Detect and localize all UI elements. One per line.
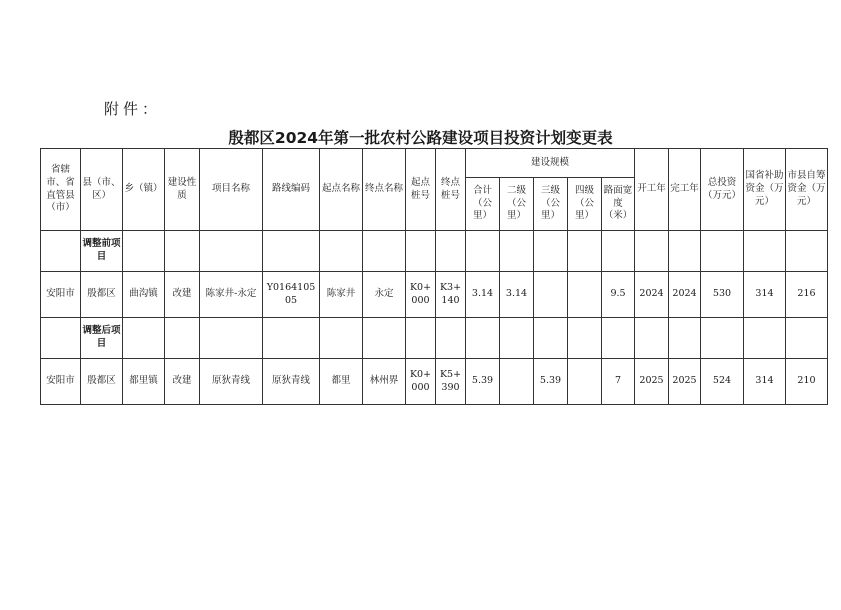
cell-total: 5.39 <box>466 359 500 405</box>
cell-width: 7 <box>602 359 635 405</box>
cell-local-fund: 210 <box>786 359 828 405</box>
cell-end-year: 2024 <box>669 272 701 318</box>
header-project: 项目名称 <box>200 149 263 231</box>
before-label-row <box>41 231 828 272</box>
header-row-top <box>41 149 828 178</box>
page-title: 殷都区2024年第一批农村公路建设项目投资计划变更表 <box>228 129 613 147</box>
cell-national-fund: 314 <box>744 359 786 405</box>
header-grade3: 三级（公里） <box>534 178 568 231</box>
header-end-year: 完工年 <box>669 149 701 231</box>
cell-nature: 改建 <box>165 272 200 318</box>
cell-grade4 <box>568 272 602 318</box>
cell-end-year: 2025 <box>669 359 701 405</box>
cell-end-pile: K3+140 <box>436 272 466 318</box>
cell-nature: 改建 <box>165 359 200 405</box>
cell-project: 原狄青线 <box>200 359 263 405</box>
header-start-year: 开工年 <box>635 149 669 231</box>
cell-total: 3.14 <box>466 272 500 318</box>
cell-end-name: 永定 <box>363 272 406 318</box>
header-grade2: 二级（公里） <box>500 178 534 231</box>
header-end-pile: 终点桩号 <box>436 149 466 231</box>
cell-grade4 <box>568 359 602 405</box>
investment-plan-table <box>40 148 828 405</box>
header-grade4: 四级（公里） <box>568 178 602 231</box>
cell-grade3: 5.39 <box>534 359 568 405</box>
attachment-label: 附件： <box>104 100 162 118</box>
cell-code: 原狄青线 <box>263 359 320 405</box>
header-total: 合计（公里） <box>466 178 500 231</box>
cell-start-pile: K0+000 <box>406 272 436 318</box>
cell-code: Y016410505 <box>263 272 320 318</box>
header-scale: 建设规模 <box>466 149 635 178</box>
cell-width: 9.5 <box>602 272 635 318</box>
header-city: 省辖市、省直管县（市） <box>41 149 81 231</box>
cell-investment: 530 <box>701 272 744 318</box>
cell-county: 殷都区 <box>81 359 123 405</box>
cell-investment: 524 <box>701 359 744 405</box>
cell-county: 殷都区 <box>81 272 123 318</box>
cell-national-fund: 314 <box>744 272 786 318</box>
cell-start-name: 陈家井 <box>320 272 363 318</box>
cell-start-name: 都里 <box>320 359 363 405</box>
cell-grade2 <box>500 359 534 405</box>
header-national-fund: 国省补助资金（万元） <box>744 149 786 231</box>
cell-city: 安阳市 <box>41 272 81 318</box>
cell-start-pile: K0+000 <box>406 359 436 405</box>
header-code: 路线编码 <box>263 149 320 231</box>
before-data-row <box>41 272 828 318</box>
header-width: 路面宽度（米） <box>602 178 635 231</box>
header-end-name: 终点名称 <box>363 149 406 231</box>
header-county: 县（市、区） <box>81 149 123 231</box>
after-label: 调整后项目 <box>81 318 123 359</box>
cell-grade2: 3.14 <box>500 272 534 318</box>
cell-local-fund: 216 <box>786 272 828 318</box>
header-nature: 建设性质 <box>165 149 200 231</box>
header-local-fund: 市县自筹资金（万元） <box>786 149 828 231</box>
cell-end-pile: K5+390 <box>436 359 466 405</box>
cell-grade3 <box>534 272 568 318</box>
header-investment: 总投资（万元） <box>701 149 744 231</box>
cell-town: 都里镇 <box>123 359 165 405</box>
cell-end-name: 林州界 <box>363 359 406 405</box>
after-label-row <box>41 318 828 359</box>
header-start-pile: 起点桩号 <box>406 149 436 231</box>
cell-start-year: 2025 <box>635 359 669 405</box>
header-town: 乡（镇） <box>123 149 165 231</box>
header-start-name: 起点名称 <box>320 149 363 231</box>
cell-start-year: 2024 <box>635 272 669 318</box>
after-data-row <box>41 359 828 405</box>
cell-project: 陈家井-永定 <box>200 272 263 318</box>
before-label: 调整前项目 <box>81 231 123 272</box>
cell-town: 曲沟镇 <box>123 272 165 318</box>
cell-city: 安阳市 <box>41 359 81 405</box>
